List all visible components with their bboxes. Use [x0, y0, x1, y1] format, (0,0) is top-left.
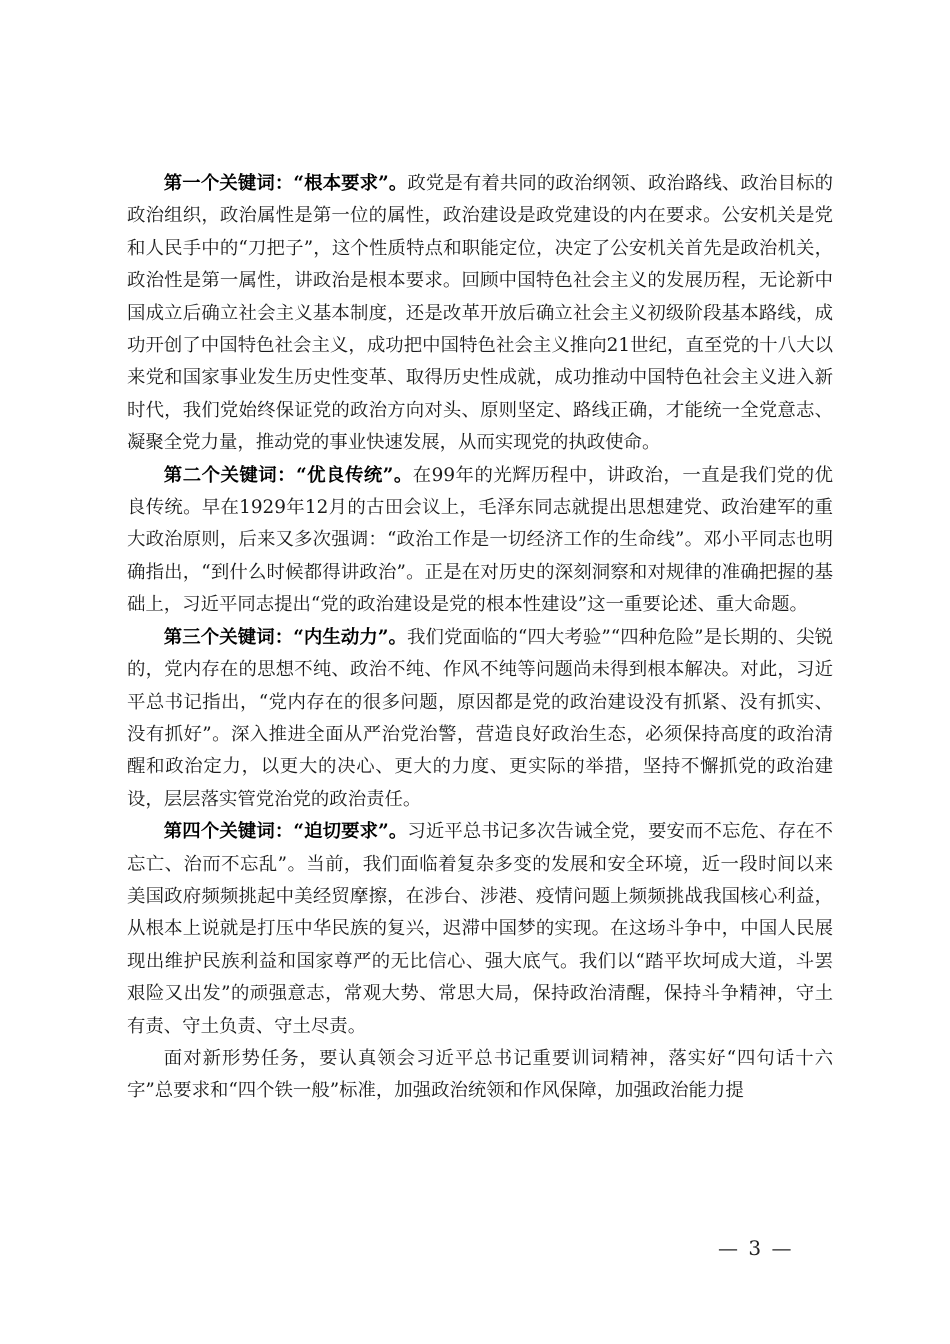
keyword-heading: 第四个关键词：“迫切要求”。 — [163, 821, 408, 843]
paragraph-fine-tradition — [127, 460, 833, 622]
paragraph-text: 政党是有着共同的政治纲领、政治路线、政治目标的政治组织，政治属性是第一位的属性，政治建设是政党建设的内在要求。公安机关是党和人民手中的“刀把子”，这个性质特点和职能定位，决定了公安机关首先是政治机关，政治性是第一属性，讲政治是根本要求。回顾中国特色社会主义的发展历程，无论新中国成立后确立社会主义基本制度，还是改革开放后确立社会主义初级阶段基本路线，成功开创了中国特色社会主义，成功把中国特色社会主义推向21世纪，直至党的十八大以来党和国家事业发生历史性变革、取得历史性成就，成功推动中国特色社会主义进入新时代，我们党始终保证党的政治方向对头、原则坚定、路线正确，才能统一全党意志、凝聚全党力量，推动党的事业快速发展，从而实现党的执政使命。 — [127, 173, 833, 454]
paragraph-urgent-requirement — [127, 816, 833, 1043]
page-number: — 3 — — [718, 1236, 794, 1260]
paragraph-new-situation — [127, 1043, 833, 1108]
paragraph-text: 在99年的光辉历程中，讲政治，一直是我们党的优良传统。早在1929年12月的古田会议上，毛泽东同志就提出思想建党、政治建军的重大政治原则，后来又多次强调：“政治工作是一切经济工作的生命线”。邓小平同志也明确指出，“到什么时候都得讲政治”。正是在对历史的深刻洞察和对规律的准确把握的基础上，习近平同志提出“党的政治建设是党的根本性建设”这一重要论述、重大命题。 — [127, 464, 833, 616]
keyword-heading: 第一个关键词：“根本要求”。 — [163, 173, 408, 194]
keyword-heading: 第二个关键词：“优良传统”。 — [163, 464, 413, 486]
paragraph-text: 习近平总书记多次告诫全党，要安而不忘危、存在不忘亡、治而不忘乱”。当前，我们面临着复杂多变的发展和安全环境，近一段时间以来美国政府频频挑起中美经贸摩擦，在涉台、涉港、疫情问题上频频挑战我国核心利益，从根本上说就是打压中华民族的复兴，迟滞中国梦的实现。在这场斗争中，中国人民展现出维护民族利益和国家尊严的无比信心、强大底气。我们以“踏平坎坷成大道，斗罢艰险又出发”的顽强意志，常观大势、常思大局，保持政治清醒，保持斗争精神，守土有责、守土负责、守土尽责。 — [127, 821, 833, 1037]
keyword-heading: 第三个关键词：“内生动力”。 — [163, 626, 407, 648]
paragraph-text: 面对新形势任务，要认真领会习近平总书记重要训词精神，落实好“四句话十六字”总要求和“四个铁一般”标准，加强政治统领和作风保障，加强政治能力提 — [127, 1047, 833, 1102]
paragraph-internal-driving-force — [127, 622, 833, 816]
paragraph-fundamental-requirement — [127, 168, 833, 460]
document-body — [127, 168, 833, 1108]
paragraph-text: 我们党面临的“四大考验”“四种危险”是长期的、尖锐的，党内存在的思想不纯、政治不纯、作风不纯等问题尚未得到根本解决。对此，习近平总书记指出，“党内存在的很多问题，原因都是党的政治建设没有抓紧、没有抓实、没有抓好”。深入推进全面从严治党治警，营造良好政治生态，必须保持高度的政治清醒和政治定力，以更大的决心、更大的力度、更实际的举措，坚持不懈抓党的政治建设，层层落实管党治党的政治责任。 — [127, 626, 833, 810]
